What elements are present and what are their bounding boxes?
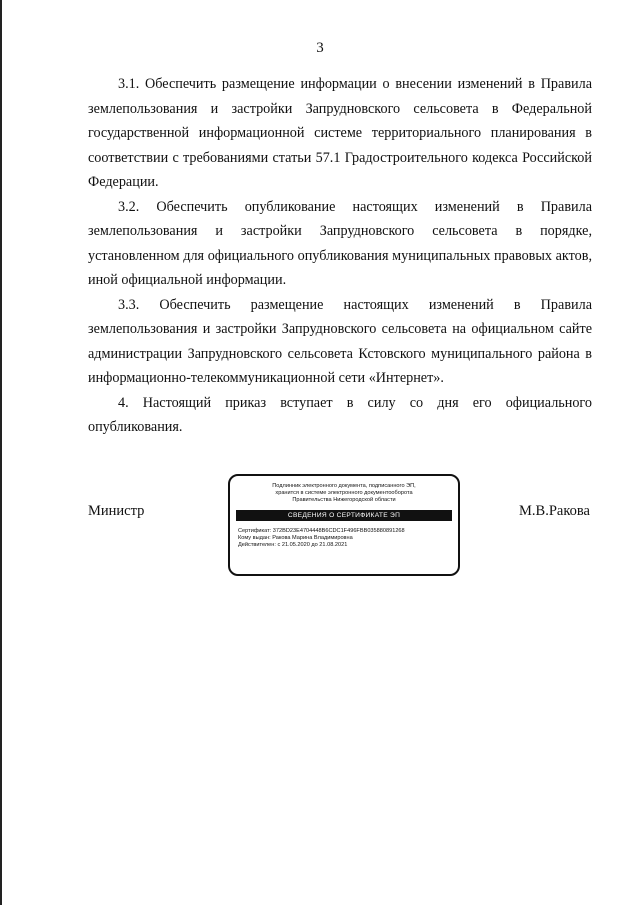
signatory-position: Министр — [88, 503, 145, 519]
paragraph-3-2: 3.2. Обеспечить опубликование настоящих изменений в Правила землепользования и застройки Запрудновского сельсовета в порядке, установленном для официального опубликования муниципальных правовых актов, иной официальной информации. — [88, 198, 592, 288]
stamp-line-1: Подлинник электронного документа, подписанного ЭП, — [272, 483, 416, 489]
stamp-line-2: хранится в системе электронного документооборота — [275, 490, 413, 497]
stamp-line-3: Правительства Нижегородской области — [292, 497, 396, 504]
electronic-signature-stamp — [228, 474, 460, 576]
page-number: 3 — [316, 40, 324, 56]
page-edge-line — [0, 0, 2, 905]
signatory-name: М.В.Ракова — [519, 503, 590, 519]
stamp-header — [238, 483, 450, 505]
paragraph-3-1: 3.1. Обеспечить размещение информации о внесении изменений в Правила землепользования и застройки Запрудновского сельсовета в Федеральной государственной информационной системе территориального планирования в соответствии с требованиями статьи 57.1 Градостроительного кодекса Российской Федерации. — [88, 76, 592, 190]
paragraph-3-3: 3.3. Обеспечить размещение настоящих изменений в Правила землепользования и застройки Запрудновского сельсовета на официальном сайте администрации Запрудновского сельсовета Кстовского муниципального района в информационно-телекоммуникационной сети «Интернет». — [88, 296, 592, 386]
document-body — [88, 72, 592, 440]
stamp-certificate-number: Сертификат: 372BD23E4704448B6CDC1F496FBB035880891268 — [238, 527, 405, 534]
stamp-details — [238, 528, 458, 550]
paragraph-4: 4. Настоящий приказ вступает в силу со дня его официального опубликования. — [88, 394, 592, 435]
stamp-certificate-bar: СВЕДЕНИЯ О СЕРТИФИКАТЕ ЭП — [236, 510, 452, 521]
stamp-issued-to: Кому выдан: Ракова Марина Владимировна — [238, 534, 353, 541]
stamp-validity: Действителен: с 21.05.2020 до 21.08.2021 — [238, 542, 348, 549]
